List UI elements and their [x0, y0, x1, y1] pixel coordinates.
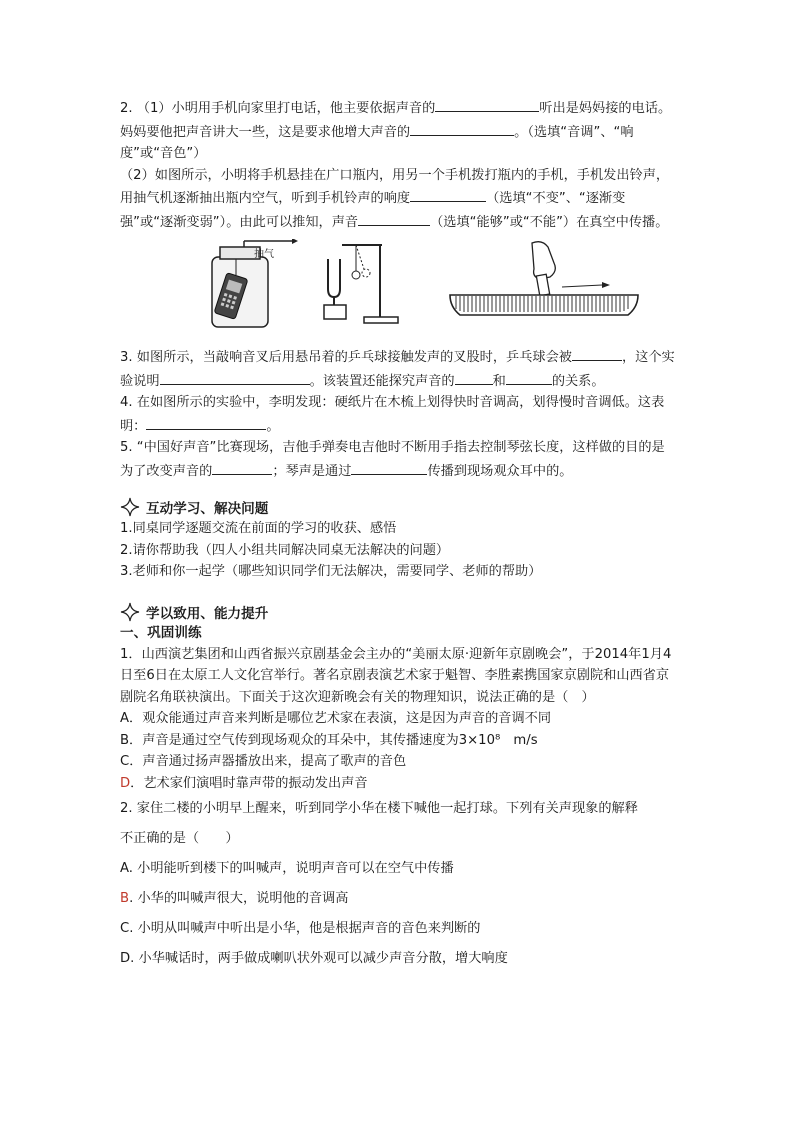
- answer-blank[interactable]: [410, 120, 514, 136]
- choice-2-option-c[interactable]: C. 小明从叫喊声中听出是小华，他是根据声音的音色来判断的: [120, 921, 481, 936]
- answer-blank[interactable]: [455, 369, 493, 385]
- answer-blank[interactable]: [351, 459, 427, 475]
- choice-2-option-b[interactable]: B. 小华的叫喊声很大，说明他的音调高: [120, 891, 349, 906]
- answer-blank[interactable]: [160, 369, 310, 385]
- sparkle-star-icon: [120, 497, 140, 517]
- question-2-part-2: （2）如图所示，小明将手机悬挂在广口瓶内，用另一个手机拨打瓶内的手机，手机发出铃声，用抽气机逐渐抽出瓶内空气，听到手机铃声的响度 （选填“不变”、“逐渐变强”或“逐渐变弱”）。由此可以推知，声音 （选填“能够”或“不能”）在真空中传播。: [120, 167, 670, 230]
- choice-question-2-stem-cont: 不正确的是（ ）: [120, 831, 239, 846]
- comb-card-figure: [442, 239, 642, 331]
- experiment-figures: [120, 239, 675, 337]
- worksheet-page: [120, 96, 675, 974]
- pump-label: 抽气: [254, 249, 274, 260]
- sparkle-star-icon: [120, 602, 140, 622]
- choice-2-option-d[interactable]: D. 小华喊话时，两手做成喇叭状外观可以减少声音分散，增大响度: [120, 951, 508, 966]
- question-4: 4. 在如图所示的实验中，李明发现：硬纸片在木梳上划得快时音调高，划得慢时音调低。这表明： 。: [120, 395, 665, 434]
- answer-blank[interactable]: [146, 414, 266, 430]
- section-apply-heading: 学以致用、能力提升: [120, 601, 675, 623]
- tuning-fork-figure: [320, 239, 420, 331]
- option-letter: B: [120, 891, 130, 906]
- answer-blank[interactable]: [572, 345, 622, 361]
- question-3: 3. 如图所示，当敲响音叉后用悬吊着的乒乓球接触发声的叉股时，乒乓球会被 ，这个实验说明 。该装置还能探究声音的 和 的关系。: [120, 345, 675, 392]
- jar-phone-figure: [200, 239, 300, 331]
- interactive-item-1: 1.同桌同学逐题交流在前面的学习的收获、感悟: [120, 521, 397, 536]
- choice-1-option-c[interactable]: C．声音通过扬声器播放出来，提高了歌声的音色: [120, 754, 407, 769]
- choice-question-2: [120, 794, 675, 974]
- choice-1-option-a[interactable]: A．观众能通过声音来判断是哪位艺术家在表演，这是因为声音的音调不同: [120, 711, 552, 726]
- section-interactive-heading: 互动学习、解决问题: [120, 496, 675, 518]
- choice-question-1-stem: 1．山西演艺集团和山西省振兴京剧基金会主办的“美丽太原·迎新年京剧晚会”，于2014年1月4日至6日在太原工人文化宫举行。著名京剧表演艺术家于魁智、李胜素携国家京剧院和山西省京剧院名角联袂演出。下面关于这次迎新晚会有关的物理知识，说法正确的是（ ）: [120, 646, 672, 705]
- answer-blank[interactable]: [212, 459, 272, 475]
- consolidation-subtitle: 一、巩固训练: [120, 624, 202, 641]
- choice-1-option-d[interactable]: D．艺术家们演唱时靠声带的振动发出声音: [120, 775, 368, 791]
- interactive-item-2: 2.请你帮助我（四人小组共同解决同桌无法解决的问题）: [120, 542, 450, 558]
- choice-2-option-a[interactable]: A. 小明能听到楼下的叫喊声，说明声音可以在空气中传播: [120, 861, 454, 876]
- answer-blank[interactable]: [435, 96, 539, 112]
- answer-blank[interactable]: [506, 369, 552, 385]
- answer-blank[interactable]: [358, 210, 430, 226]
- choice-1-option-b[interactable]: B．声音是通过空气传到现场观众的耳朵中，其传播速度为3×10⁸ m/s: [120, 732, 538, 748]
- question-2-part-1: 2. （1）小明用手机向家里打电话，他主要依据声音的 听出是妈妈接的电话。妈妈要他把声音讲大一些，这是要求他增大声音的 。（选填“音调”、“响度”或“音色”）: [120, 96, 675, 165]
- option-letter: D: [120, 775, 131, 791]
- answer-blank[interactable]: [410, 186, 486, 202]
- interactive-item-3: 3.老师和你一起学（哪些知识同学们无法解决，需要同学、老师的帮助）: [120, 564, 542, 579]
- question-5: 5. “中国好声音”比赛现场，吉他手弹奏电吉他时不断用手指去控制琴弦长度，这样做的目的是为了改变声音的 ；琴声是通过 传播到现场观众耳中的。: [120, 440, 665, 479]
- choice-question-2-stem: 2. 家住二楼的小明早上醒来，听到同学小华在楼下喊他一起打球。下列有关声现象的解释: [120, 801, 638, 816]
